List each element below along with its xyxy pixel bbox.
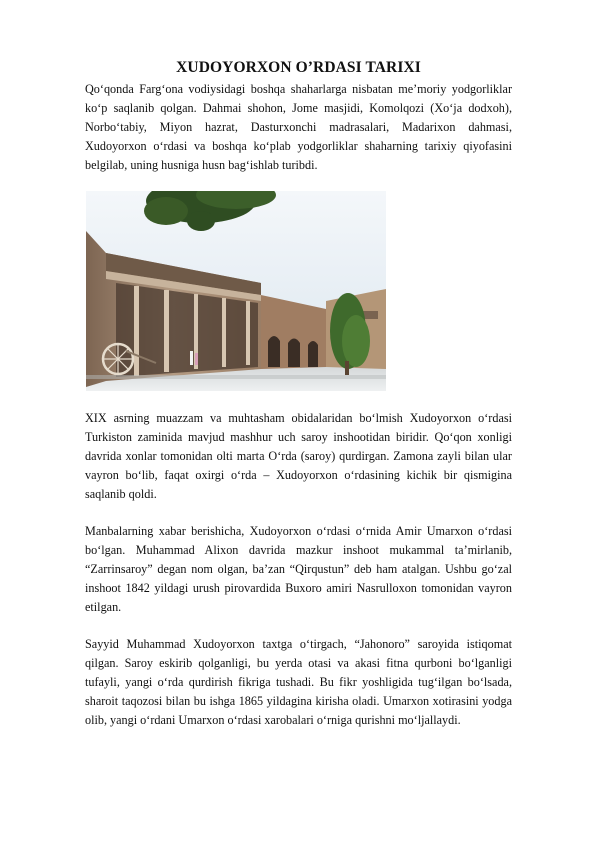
palace-photo (86, 191, 386, 391)
paragraph-xudoyorxon: Sayyid Muhammad Xudoyorxon taxtga o‘tirgach, “Jahonoro” saroyida istiqomat qilgan. Saroy eskirib qolganligi, bu yerda otasi va akasi fitna qurboni bo‘lganligi tufayli, yangi o‘rda qurdirish fikriga tushadi. Bu fikr yoshligida tug‘ilgan bo‘lsada, sharoit taqozosi bilan bu ishga 1865 yildagina kirisha oladi. Umarxon xotirasini yodga olib, yangi o‘rdani Umarxon o‘rdasi xarobalari o‘rniga qurishni mo‘ljallaydi. (85, 637, 512, 727)
paragraph-sources: Manbalarning xabar berishicha, Xudoyorxon o‘rdasi o‘rnida Amir Umarxon o‘rdasi bo‘lgan. Muhammad Alixon davrida mazkur inshoot mukammal ta’mirlanib, “Zarrinsaroy” degan nom olgan, ba’zan “Qirqustun” deb ham atalgan. Ushbu go‘zal inshoot 1842 yildagi urush pirovardida Buxoro amiri Nasrulloxon tomonidan vayron etilgan. (85, 524, 512, 614)
page-title: XUDOYORXON O’RDASI TARIXI (176, 59, 421, 76)
paragraph-intro: Qo‘qonda Farg‘ona vodiysidagi boshqa shaharlarga nisbatan me’moriy yodgorliklar ko‘p saqlanib qolgan. Dahmai shohon, Jome masjidi, Komolqozi (Xo‘ja dodxoh), Norbo‘tabiy, Miyon hazrat, Dasturxonchi madrasalari, Madarixon dahmasi, Xudoyorxon o‘rdasi va boshqa ko‘plab yodgorliklar shaharning tarixiy qiyofasini belgilab, uning husniga husn bag‘ishlab turibdi. (85, 82, 512, 172)
paragraph-history: XIX asrning muazzam va muhtasham obidalaridan bo‘lmish Xudoyorxon o‘rdasi Turkiston zaminida mavjud mashhur uch saroy inshootidan biridir. Qo‘qon xonligi davrida xonlar tomonidan olti marta O‘rda (saroy) qurdirgan. Zamona zayli bilan ular vayron bo‘lib, faqat oxirgi o‘rda – Xudoyorxon o‘rdasining kichik bir qismigina saqlanib qoldi. (85, 411, 512, 501)
